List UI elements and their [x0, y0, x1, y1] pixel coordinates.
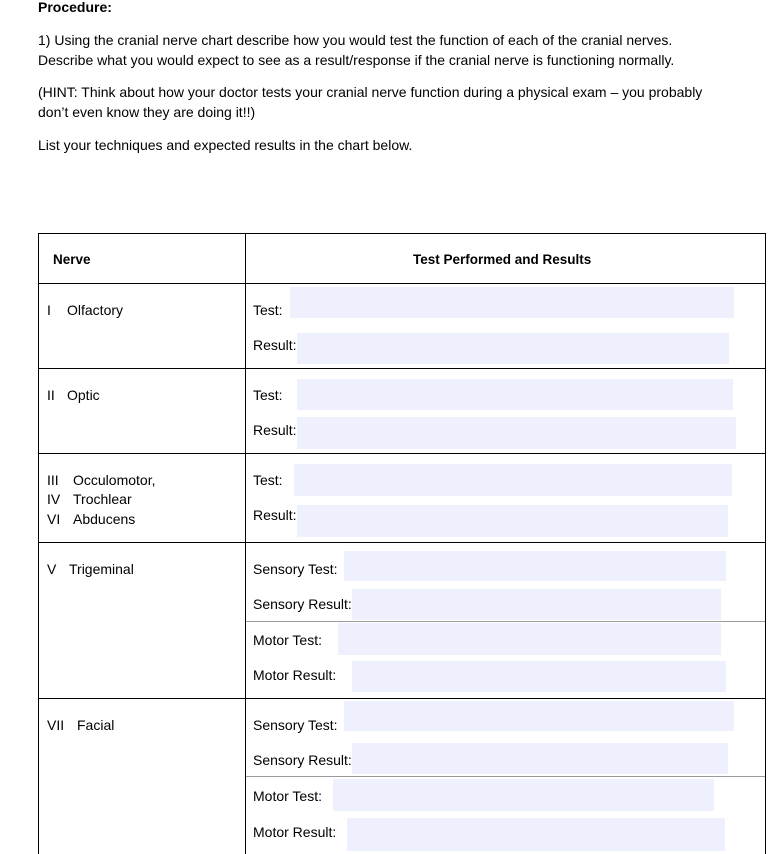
facial-subdivider: [246, 776, 766, 777]
eye-movement-test-field[interactable]: [294, 464, 732, 496]
nerve-name: Facial: [77, 717, 115, 733]
trigeminal-motor-result-label: Motor Result:: [253, 667, 337, 683]
column-divider: [245, 233, 246, 854]
facial-sensory-test-field[interactable]: [344, 701, 734, 731]
procedure-heading: Procedure:: [38, 0, 112, 15]
header-divider: [38, 283, 766, 284]
nerve-optic: [47, 385, 100, 405]
table-border-right: [765, 233, 766, 854]
step1-line2: Describe what you would expect to see as a result/response if the cranial nerve is functioning normally.: [38, 52, 675, 68]
optic-result-field[interactable]: [297, 417, 736, 449]
trigeminal-motor-test-field[interactable]: [338, 623, 721, 655]
nerve-abducens: [47, 509, 135, 529]
nerve-name: Olfactory: [67, 302, 124, 318]
nerve-numeral: IV: [47, 491, 61, 507]
trigeminal-sensory-test-field[interactable]: [344, 551, 726, 581]
eye-movement-test-label: Test:: [253, 472, 283, 488]
header-test-results: Test Performed and Results: [413, 252, 592, 267]
facial-sensory-test-label: Sensory Test:: [253, 717, 338, 733]
facial-sensory-result-label: Sensory Result:: [253, 752, 352, 768]
trigeminal-motor-test-label: Motor Test:: [253, 632, 322, 648]
trigeminal-sensory-test-label: Sensory Test:: [253, 561, 338, 577]
row-divider-3: [38, 542, 766, 543]
olfactory-test-label: Test:: [253, 302, 283, 318]
nerve-olfactory: [47, 300, 123, 320]
nerve-name: Occulomotor,: [73, 472, 156, 488]
facial-motor-result-field[interactable]: [347, 818, 725, 851]
nerve-name: Abducens: [73, 511, 136, 527]
nerve-numeral: VI: [47, 511, 61, 527]
facial-motor-test-label: Motor Test:: [253, 788, 322, 804]
nerve-occulomotor: [47, 470, 155, 490]
table-border-left: [38, 233, 39, 854]
optic-result-label: Result:: [253, 422, 297, 438]
optic-test-field[interactable]: [297, 379, 733, 410]
nerve-numeral: III: [47, 472, 59, 488]
hint-line1: (HINT: Think about how your doctor tests your cranial nerve function during a physical exam – you probably: [38, 84, 703, 100]
nerve-numeral: I: [47, 302, 51, 318]
eye-movement-result-field[interactable]: [297, 505, 728, 537]
olfactory-result-label: Result:: [253, 337, 297, 353]
facial-motor-test-field[interactable]: [333, 779, 714, 811]
nerve-numeral: V: [47, 561, 57, 577]
nerve-numeral: VII: [47, 717, 65, 733]
row-divider-1: [38, 368, 766, 369]
facial-motor-result-label: Motor Result:: [253, 824, 337, 840]
header-nerve: Nerve: [53, 252, 91, 267]
instruction: List your techniques and expected results in the chart below.: [38, 137, 413, 153]
row-divider-4: [38, 698, 766, 699]
facial-sensory-result-field[interactable]: [352, 743, 728, 774]
trigeminal-subdivider: [246, 621, 766, 622]
nerve-facial: [47, 715, 114, 735]
olfactory-test-field[interactable]: [290, 287, 734, 318]
nerve-name: Trigeminal: [69, 561, 134, 577]
nerve-name: Trochlear: [73, 491, 132, 507]
nerve-numeral: II: [47, 387, 55, 403]
olfactory-result-field[interactable]: [297, 333, 729, 364]
table-border-top: [38, 233, 766, 234]
nerve-trigeminal: [47, 559, 134, 579]
eye-movement-result-label: Result:: [253, 507, 297, 523]
trigeminal-motor-result-field[interactable]: [352, 661, 726, 692]
nerve-trochlear: [47, 489, 132, 509]
hint-line2: don’t even know they are doing it!!): [38, 104, 256, 120]
trigeminal-sensory-result-label: Sensory Result:: [253, 596, 352, 612]
step1-line1: 1) Using the cranial nerve chart describe how you would test the function of each of the cranial nerves.: [38, 32, 673, 48]
trigeminal-sensory-result-field[interactable]: [352, 589, 721, 620]
row-divider-2: [38, 453, 766, 454]
nerve-name: Optic: [67, 387, 100, 403]
optic-test-label: Test:: [253, 387, 283, 403]
